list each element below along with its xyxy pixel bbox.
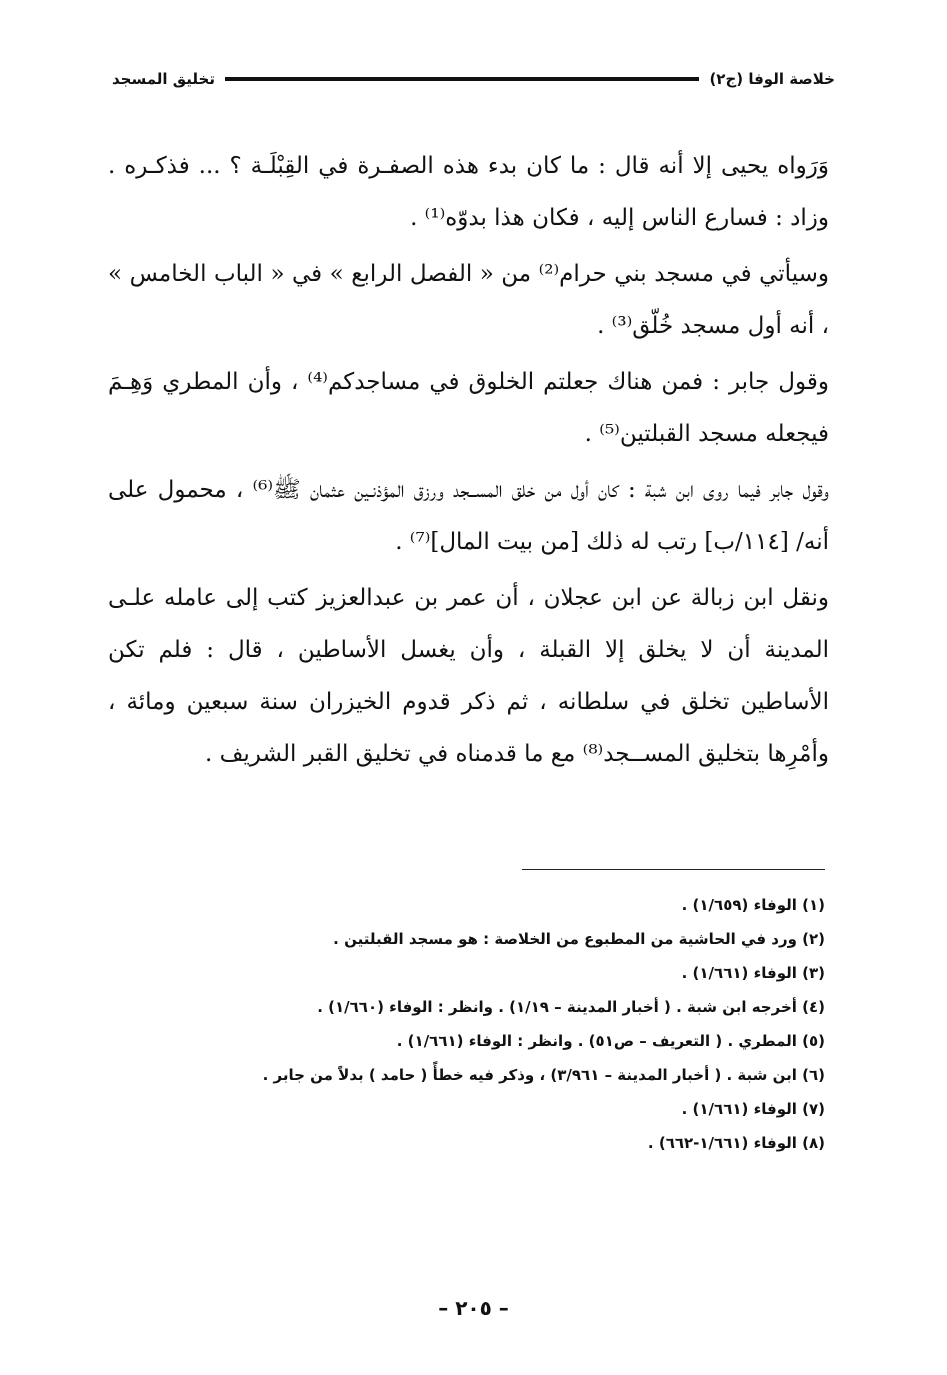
- footnote-5: (٥) المطري . ( التعريف – ص٥١) . وانظر : الوفاء (١/٦٦١) .: [396, 1032, 825, 1050]
- footnote-2: (٢) ورد في الحاشية من المطبوع من الخلاصة : هو مسجد القبلتين .: [333, 930, 825, 948]
- paragraph-3: وقول جابر : فمن هناك جعلتم الخلوق في مساجدكم⁽⁴⁾ ، وأن المطري وَهِـمَ فيجعله مسجد القبلتين⁽⁵⁾ .: [108, 369, 829, 447]
- header-chapter-title: تخليق المسجد: [112, 70, 216, 88]
- paragraph-2: وسيأتي في مسجد بني حرام⁽²⁾ من « الفصل الرابع » في « الباب الخامس » ، أنه أول مسجد خُلّق⁽³⁾ .: [108, 261, 830, 339]
- main-text: [108, 140, 829, 784]
- header-rule: [225, 77, 699, 81]
- footnotes: [160, 888, 825, 1160]
- paragraph-5: ونقل ابن زبالة عن ابن عجلان ، أن عمر بن عبدالعزيز كتب إلى عامله علـى المدينة أن لا يخلق إلا القبلة ، وأن يغسل الأساطين ، قال : فلم تكن الأساطين تخلق في سلطانه ، ثم ذكر قدوم الخيزران سنة سبعين ومائة ، وأمْرِها بتخليق المســجد⁽⁸⁾ مع ما قدمناه في تخليق القبر الشريف .: [108, 585, 829, 767]
- footnote-1: (١) الوفاء (١/٦٥٩) .: [681, 896, 825, 914]
- footnote-separator: [522, 869, 825, 870]
- page-header: [112, 64, 835, 94]
- footnote-3: (٣) الوفاء (١/٦٦١) .: [681, 964, 825, 982]
- footnote-6: (٦) ابن شبة . ( أخبار المدينة – ٣/٩٦١) ، وذكر فيه خطأً ( حامد ) بدلاً من جابر .: [262, 1066, 825, 1084]
- footnote-7: (٧) الوفاء (١/٦٦١) .: [681, 1100, 825, 1118]
- footnote-8: (٨) الوفاء (١/٦٦١-٦٦٢) .: [647, 1134, 825, 1152]
- paragraph-4: وقول جابر فيما روى ابن شبة : كان أول من خلق المســجد ورزق المؤذنـين عثمان ﷺ⁽⁶⁾ ، محمول على أنه/ [١١٤/ب] رتب له ذلك [من بيت المال]⁽⁷⁾ .: [108, 477, 829, 555]
- header-book-title: خلاصة الوفا (ج٢): [709, 70, 835, 88]
- page-number: – ٢٠٥ –: [438, 1296, 509, 1320]
- footnote-4: (٤) أخرجه ابن شبة . ( أخبار المدينة – ١/١٩) . وانظر : الوفاء (١/٦٦٠) .: [317, 998, 825, 1016]
- paragraph-1: وَرَواه يحيى إلا أنه قال : ما كان بدء هذه الصفـرة في القِبْلَـة ؟ ... فذكـره . وزاد : فسارع الناس إليه ، فكان هذا بدوّه⁽¹⁾ .: [108, 153, 829, 231]
